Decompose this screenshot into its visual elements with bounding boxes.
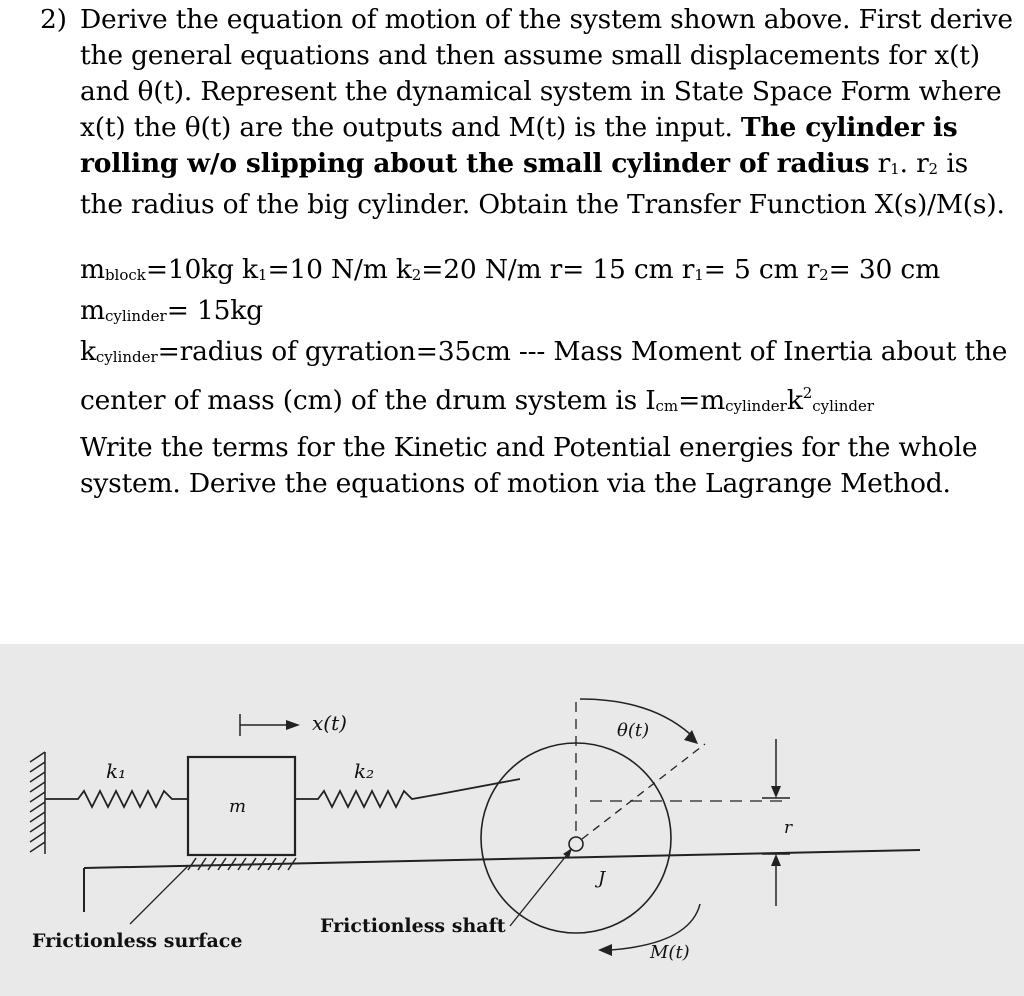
- spring-k2: [295, 779, 520, 807]
- label-moment: M(t): [650, 942, 690, 963]
- figure-drawing: [0, 644, 1024, 996]
- m-block-subscript: block: [104, 266, 146, 284]
- k-cylinder-subscript: cylinder: [95, 348, 158, 366]
- mechanical-system-figure: [0, 644, 1024, 996]
- label-J: J: [598, 868, 606, 889]
- m-cylinder-subscript: cylinder: [104, 307, 167, 325]
- r2-subscript: 2: [928, 160, 939, 178]
- param-line-2: [80, 293, 1015, 334]
- lagrange-instructions: Write the terms for the Kinetic and Potential energies for the whole system. Derive the equations of motion via the Lagrange Method.: [80, 432, 978, 499]
- m-block-symbol: m: [80, 254, 105, 285]
- m-block-value: =10kg k: [145, 254, 258, 285]
- label-k1: k₁: [106, 759, 127, 783]
- param-line-3: [80, 334, 1015, 424]
- label-r: r: [784, 818, 793, 838]
- problem-text-4: is the radius of the big cylinder. Obtain the Transfer Function X(s)/M(s).: [80, 148, 1005, 220]
- m-cylinder-value: = 15kg: [166, 295, 263, 326]
- icm-subscript: cm: [655, 397, 679, 415]
- icm-k: k: [786, 385, 803, 416]
- k2-value: =20 N/m r= 15 cm r: [421, 254, 695, 285]
- r1-subscript: 1: [890, 160, 900, 178]
- rotated-radius: [582, 744, 705, 839]
- problem-body: [80, 2, 1015, 223]
- r-arrow-down: [771, 786, 781, 798]
- param-line-1: [80, 252, 1015, 293]
- problem-bold-text: The cylinder is rolling w/o slipping about the small cylinder of radius: [80, 112, 958, 179]
- problem-number: 2): [40, 4, 67, 35]
- left-wall: [30, 752, 45, 854]
- surface-pointer: [130, 866, 188, 924]
- r1-value: = 5 cm r: [703, 254, 820, 285]
- shaft-pointer: [510, 851, 570, 926]
- icm-k-superscript: 2: [802, 384, 813, 402]
- k1-subscript: 1: [257, 266, 268, 284]
- icm-k-subscript: cylinder: [812, 397, 875, 415]
- icm-equals: =m: [678, 385, 726, 416]
- r1-param-subscript: 1: [694, 266, 704, 284]
- spring-k1: [45, 791, 188, 807]
- problem-text-2: r: [869, 148, 891, 179]
- k-cylinder-symbol: k: [80, 336, 96, 367]
- problem-text-3: . r: [899, 148, 929, 179]
- label-x: x(t): [312, 711, 347, 735]
- x-arrowhead: [286, 720, 300, 730]
- theta-arrowhead: [684, 730, 698, 744]
- shaft-pointer-head: [563, 848, 572, 858]
- k-cylinder-value: =radius of gyration=35cm --- Mass Moment of Inertia about the center of mass (cm) of the drum system is I: [80, 336, 1008, 416]
- r-arrow-up: [771, 854, 781, 866]
- k2-subscript: 2: [411, 266, 422, 284]
- label-theta: θ(t): [617, 720, 650, 741]
- icm-m-subscript: cylinder: [725, 397, 787, 415]
- moment-arrowhead: [598, 944, 612, 956]
- parameter-list: [80, 252, 1015, 424]
- problem-text-1: Derive the equation of motion of the system shown above. First derive the general equations and then assume small displacements for x(t) and θ(t). Represent the dynamical system in State Space Form where x(t) the θ(t) are the outputs and M(t) is the input.: [80, 4, 1013, 143]
- m-cylinder-symbol: m: [80, 295, 105, 326]
- label-frictionless-shaft: Frictionless shaft: [320, 915, 506, 937]
- label-m: m: [229, 796, 247, 817]
- k1-value: =10 N/m k: [267, 254, 412, 285]
- problem-statement: [40, 2, 1015, 223]
- r2-param-subscript: 2: [819, 266, 829, 284]
- label-frictionless-surface: Frictionless surface: [32, 930, 243, 952]
- r2-value: = 30 cm: [828, 254, 940, 285]
- label-k2: k₂: [354, 759, 375, 783]
- ground-surface: [84, 850, 920, 868]
